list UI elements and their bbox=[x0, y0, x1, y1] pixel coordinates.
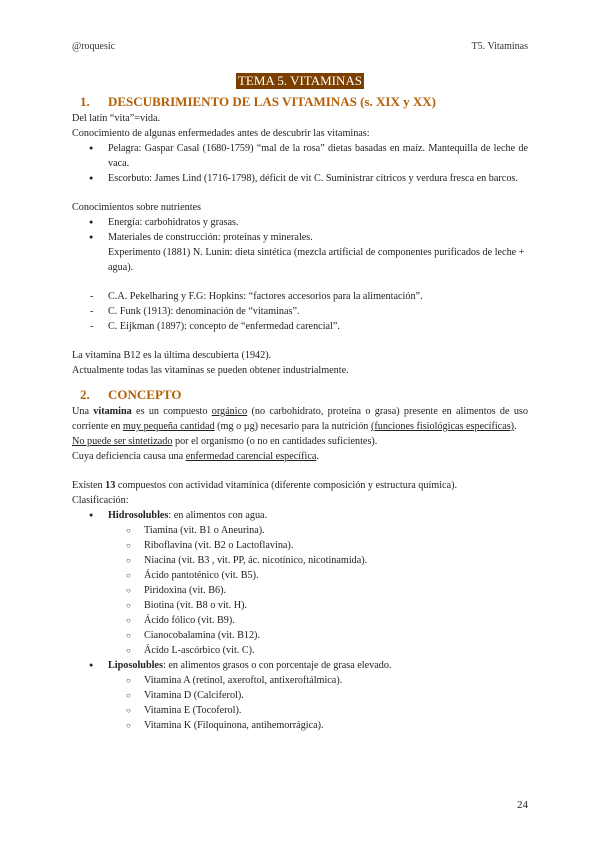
section-1-number: 1. bbox=[80, 94, 90, 109]
list-item: ○ Vitamina K (Filoquinona, antihemorrágica). bbox=[108, 718, 528, 733]
list-item: ● Pelagra: Gaspar Casal (1680-1759) “mal de la rosa” dietas basadas en maíz. Mantequilla de leche de vaca. bbox=[72, 141, 528, 171]
list-item: ○ Ácido pantoténico (vit. B5). bbox=[108, 568, 528, 583]
header-author: @roquesic bbox=[72, 41, 116, 52]
hydrosoluble-item: ● Hidrosolubles: en alimentos con agua. bbox=[72, 508, 528, 523]
classification-title: Clasificación: bbox=[72, 495, 129, 506]
industrial-note: Actualmente todas las vitaminas se pueden obtener industrialmente. bbox=[72, 365, 349, 376]
list-item: ○ Ácido fólico (vit. B9). bbox=[108, 613, 528, 628]
experiment-text: Experimento (1881) N. Lunin: dieta sintética (mezcla artificial de componentes purificados de leche + agua). bbox=[108, 247, 525, 273]
section-1-heading bbox=[72, 93, 528, 111]
list-item: ○ Riboflavina (vit. B2 o Lactoflavina). bbox=[108, 538, 528, 553]
liposoluble-item: ● Liposolubles: en alimentos grasos o con porcentaje de grasa elevado. bbox=[72, 658, 528, 673]
section-2-title: CONCEPTO bbox=[108, 387, 182, 402]
list-item: ● Escorbuto: James Lind (1716-1798), déficit de vit C. Suministrar cítricos y verdura fresca en barcos. bbox=[72, 171, 528, 186]
history-list bbox=[72, 289, 528, 334]
list-item: ○ Vitamina D (Calciferol). bbox=[108, 688, 528, 703]
classification-list-2 bbox=[72, 658, 528, 673]
list-item bbox=[72, 230, 528, 275]
list-item: ○ Tiamina (vit. B1 o Aneurina). bbox=[108, 523, 528, 538]
title-wrap bbox=[0, 73, 600, 90]
list-item: - C.A. Pekelharing y F.G: Hopkins: “factores accesorios para la alimentación”. bbox=[72, 289, 528, 304]
list-item: - C. Eijkman (1897): concepto de “enfermedad carencial”. bbox=[72, 319, 528, 334]
list-item: ○ Vitamina A (retinol, axeroftol, antixeroftálmica). bbox=[108, 673, 528, 688]
content bbox=[72, 93, 528, 733]
compounds-count: Existen 13 compuestos con actividad vitamínica (diferente composición y estructura química). bbox=[72, 480, 458, 491]
liposoluble-list bbox=[108, 673, 528, 733]
section-2-heading bbox=[72, 386, 528, 404]
latin-origin: Del latín “vita”=vida. bbox=[72, 113, 161, 124]
list-item: ○ Biotina (vit. B8 o vit. H). bbox=[108, 598, 528, 613]
diseases-intro: Conocimiento de algunas enfermedades antes de descubrir las vitaminas: bbox=[72, 128, 370, 139]
list-item: ○ Ácido L-ascórbico (vit. C). bbox=[108, 643, 528, 658]
list-item: ○ Niacina (vit. B3 , vit. PP, ác. nicotínico, nicotinamida). bbox=[108, 553, 528, 568]
nutrient-text: Materiales de construcción: proteínas y minerales. bbox=[108, 232, 313, 243]
synthesis-note: No puede ser sintetizado por el organismo (o no en cantidades suficientes). bbox=[72, 436, 378, 447]
list-item: - C. Funk (1913): denominación de “vitaminas”. bbox=[72, 304, 528, 319]
diseases-list bbox=[72, 141, 528, 186]
hydrosoluble-list bbox=[108, 523, 528, 658]
classification-list bbox=[72, 508, 528, 523]
section-2-number: 2. bbox=[80, 387, 90, 402]
deficiency-note: Cuya deficiencia causa una enfermedad carencial específica. bbox=[72, 451, 319, 462]
nutrients-title: Conocimientos sobre nutrientes bbox=[72, 202, 202, 213]
list-item: ○ Vitamina E (Tocoferol). bbox=[108, 703, 528, 718]
list-item: ● Energía: carbohidratos y grasas. bbox=[72, 215, 528, 230]
list-item: ○ Cianocobalamina (vit. B12). bbox=[108, 628, 528, 643]
page-number: 24 bbox=[517, 799, 528, 811]
nutrients-list bbox=[72, 215, 528, 275]
vitamin-definition: Una vitamina es un compuesto orgánico (no carbohidrato, proteína o grasa) presente en alimentos de uso corriente en muy pequeña cantidad (mg o µg) necesario para la nutrición (funciones fisiológicas específicas). bbox=[72, 406, 528, 432]
page-title: TEMA 5. VITAMINAS bbox=[237, 73, 363, 88]
b12-note: La vitamina B12 es la última descubierta (1942). bbox=[72, 350, 272, 361]
header-chapter: T5. Vitaminas bbox=[471, 41, 528, 52]
list-item: ○ Piridoxina (vit. B6). bbox=[108, 583, 528, 598]
section-1-title: DESCUBRIMIENTO DE LAS VITAMINAS (s. XIX y XX) bbox=[108, 94, 436, 109]
